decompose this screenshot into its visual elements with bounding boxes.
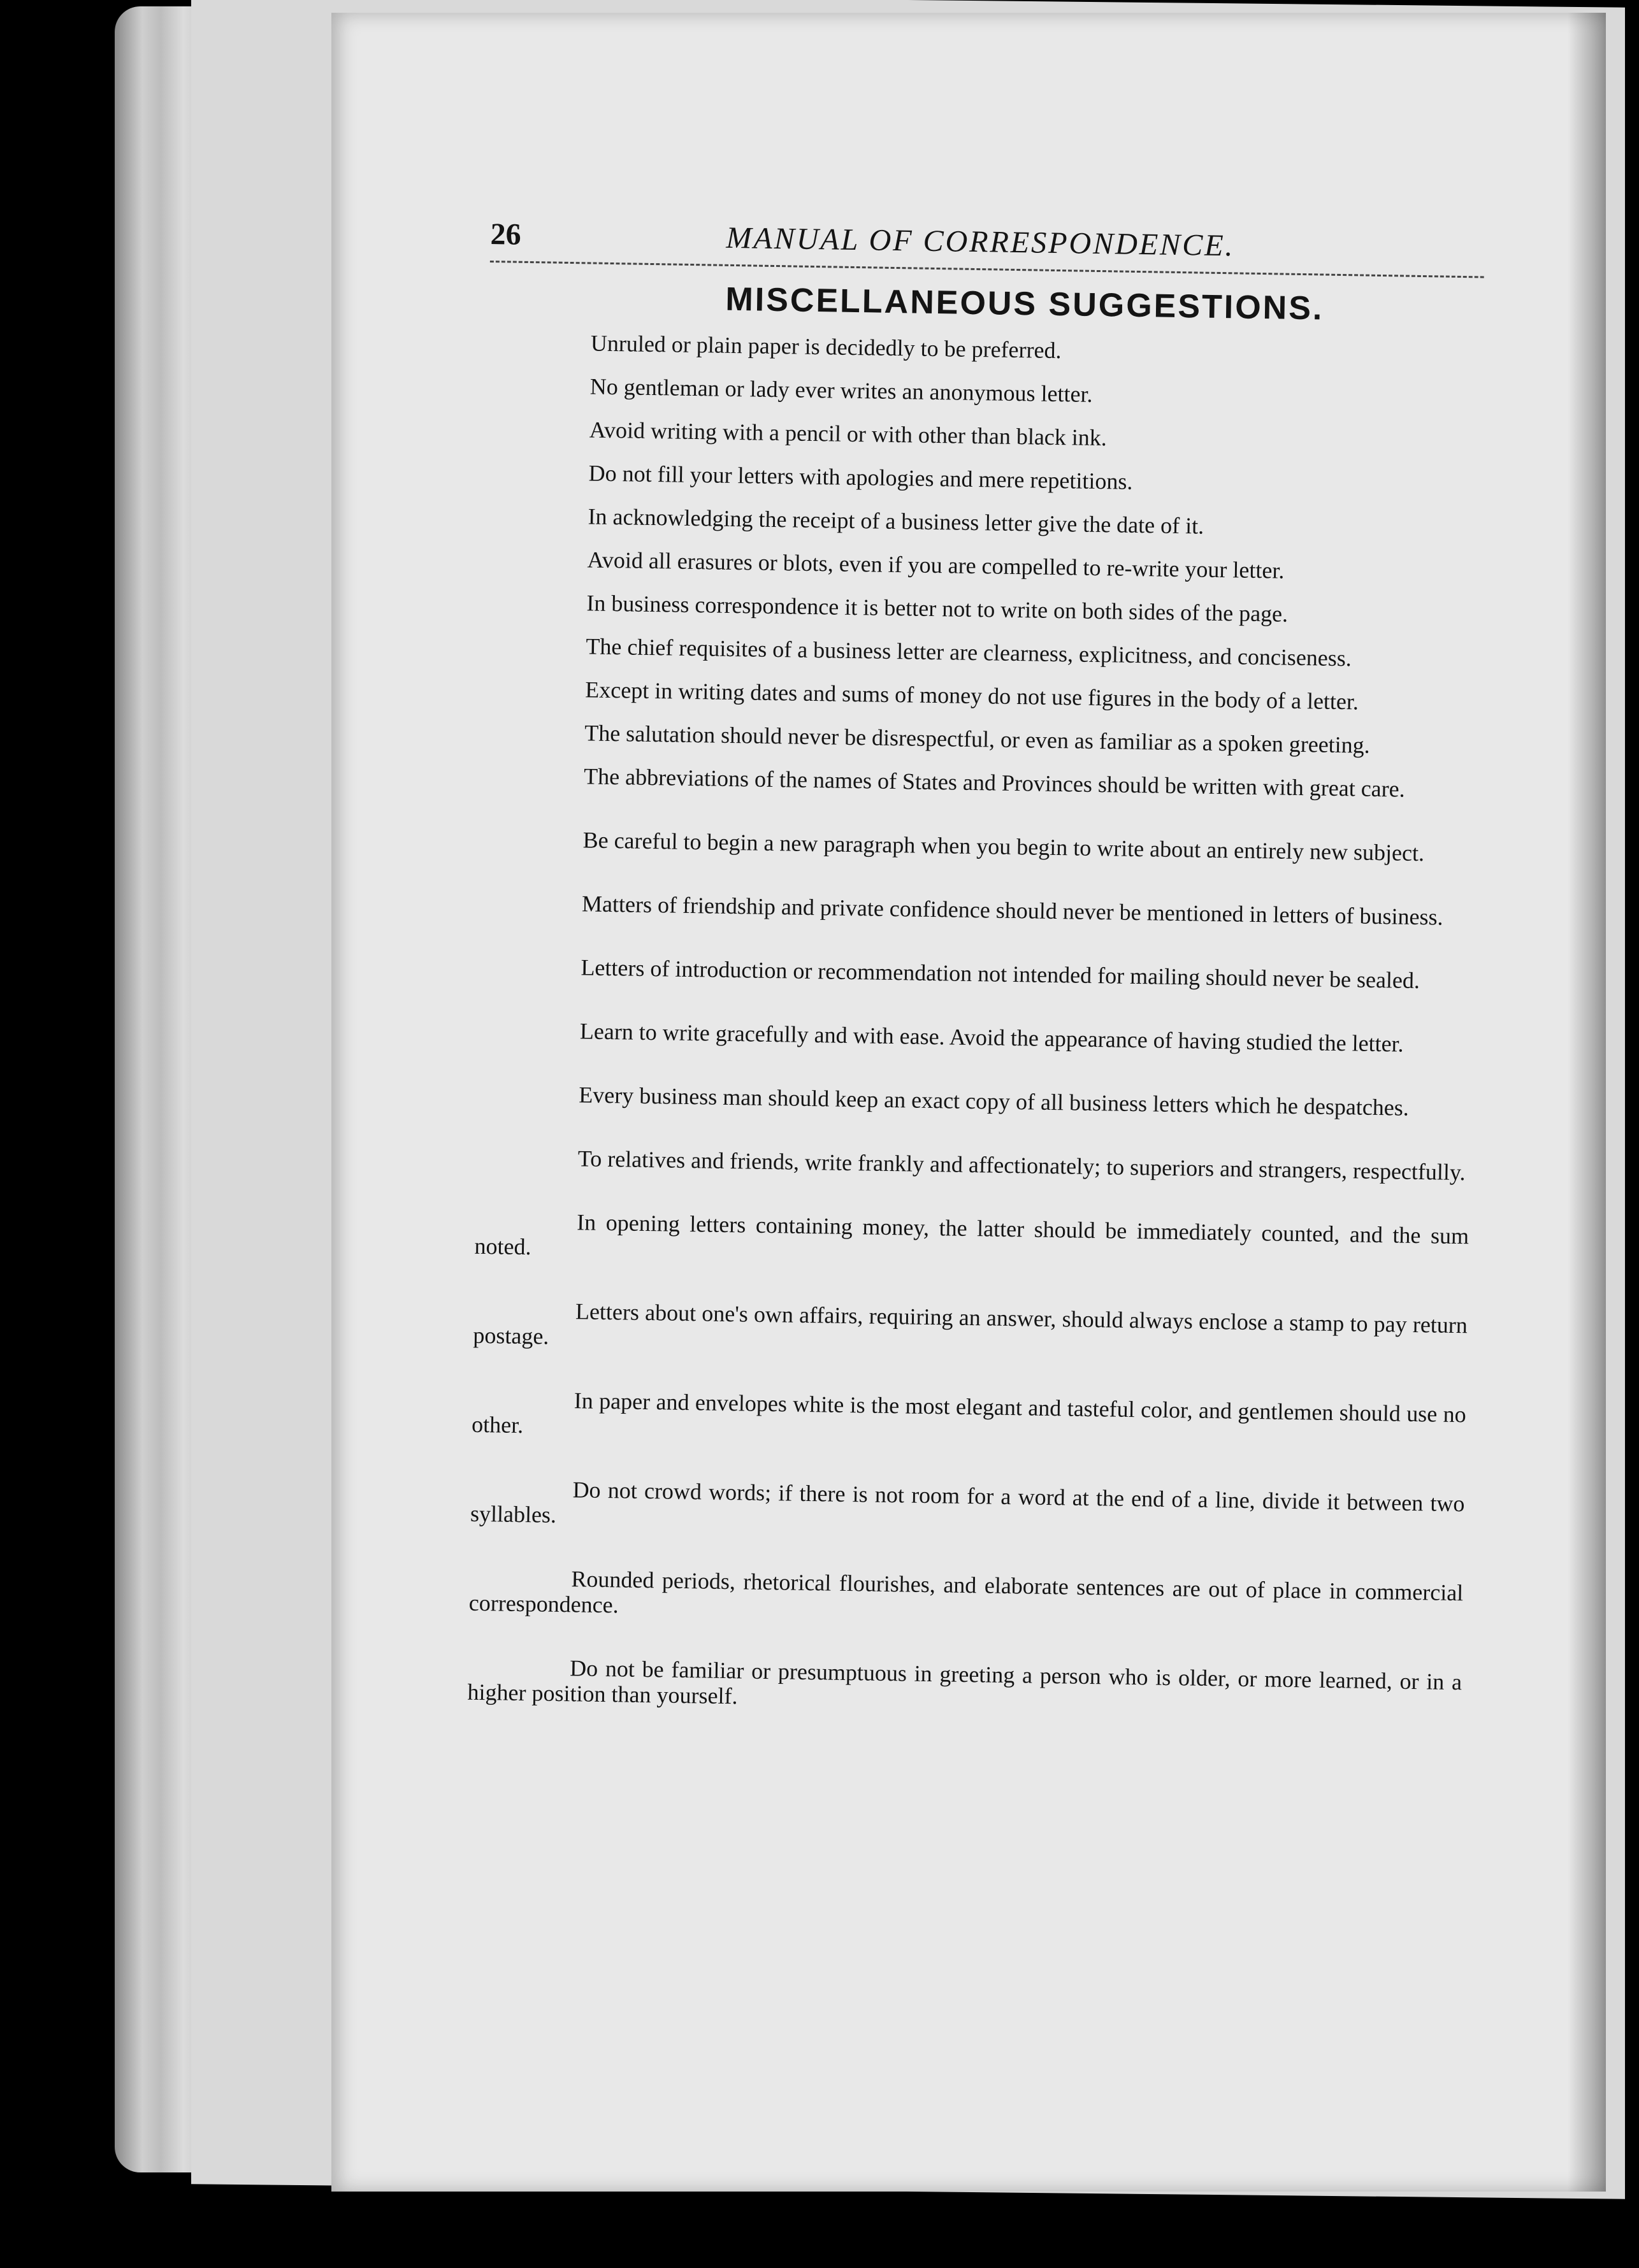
section-title: MISCELLANEOUS SUGGESTIONS.	[725, 280, 1324, 327]
suggestion-item: Do not fill your letters with apologies and mere repetitions.	[588, 460, 1133, 494]
suggestion-item: In acknowledging the receipt of a business letter give the date of it.	[588, 503, 1204, 539]
suggestion-item: Do not be familiar or presumptuous in greeting a person who is older, or more learned, or in a higher position than yourself.	[467, 1655, 1462, 1709]
running-head	[490, 217, 1485, 278]
suggestion-item: Matters of friendship and private confidence should never be mentioned in letters of business.	[581, 891, 1443, 930]
page-content	[466, 217, 1484, 1758]
suggestion-item: In opening letters containing money, the latter should be immediately counted, and the sum noted.	[474, 1209, 1469, 1260]
suggestion-item: The salutation should never be disrespectful, or even as familiar as a spoken greeting.	[584, 720, 1371, 758]
suggestion-item: Do not crowd words; if there is not room for a word at the end of a line, divide it between two syllables.	[470, 1477, 1465, 1528]
suggestion-item: Learn to write gracefully and with ease. Avoid the appearance of having studied the letter.	[579, 1018, 1404, 1057]
suggestion-item: The abbreviations of the names of States and Provinces should be written with great care.	[583, 763, 1406, 802]
suggestion-item: Except in writing dates and sums of money do not use figures in the body of a letter.	[585, 677, 1359, 715]
suggestion-item: Letters of introduction or recommendation not intended for mailing should never be sealed.	[581, 954, 1420, 994]
suggestion-item: Unruled or plain paper is decidedly to be preferred.	[590, 330, 1062, 364]
suggestion-item: In paper and envelopes white is the most elegant and tasteful color, and gentlemen should use no other.	[471, 1388, 1466, 1439]
suggestion-item: Be careful to begin a new paragraph when you begin to write about an entirely new subject.	[582, 827, 1425, 866]
suggestion-item: In business correspondence it is better not to write on both sides of the page.	[586, 590, 1289, 627]
running-title: MANUAL OF CORRESPONDENCE.	[726, 220, 1235, 263]
page-gutter-shadow	[1568, 13, 1606, 2192]
suggestion-item: Letters about one's own affairs, requiring an answer, should always enclose a stamp to pay return postage.	[473, 1298, 1468, 1349]
suggestion-item: Avoid all erasures or blots, even if you are compelled to re-write your letter.	[587, 547, 1285, 584]
suggestion-item: Rounded periods, rhetorical flourishes, and elaborate sentences are out of place in commercial correspondence.	[468, 1566, 1464, 1618]
page-number: 26	[490, 217, 521, 252]
suggestion-item: To relatives and friends, write frankly and affectionately; to superiors and strangers, respectfully.	[577, 1145, 1466, 1186]
book-page	[331, 13, 1606, 2192]
suggestion-list	[467, 329, 1483, 1720]
suggestion-item: Avoid writing with a pencil or with other than black ink.	[589, 417, 1108, 451]
suggestion-item: The chief requisites of a business letter are clearness, explicitness, and conciseness.	[586, 633, 1352, 671]
suggestion-item: Every business man should keep an exact copy of all business letters which he despatches.	[579, 1082, 1410, 1121]
suggestion-item: No gentleman or lady ever writes an anonymous letter.	[589, 373, 1093, 407]
